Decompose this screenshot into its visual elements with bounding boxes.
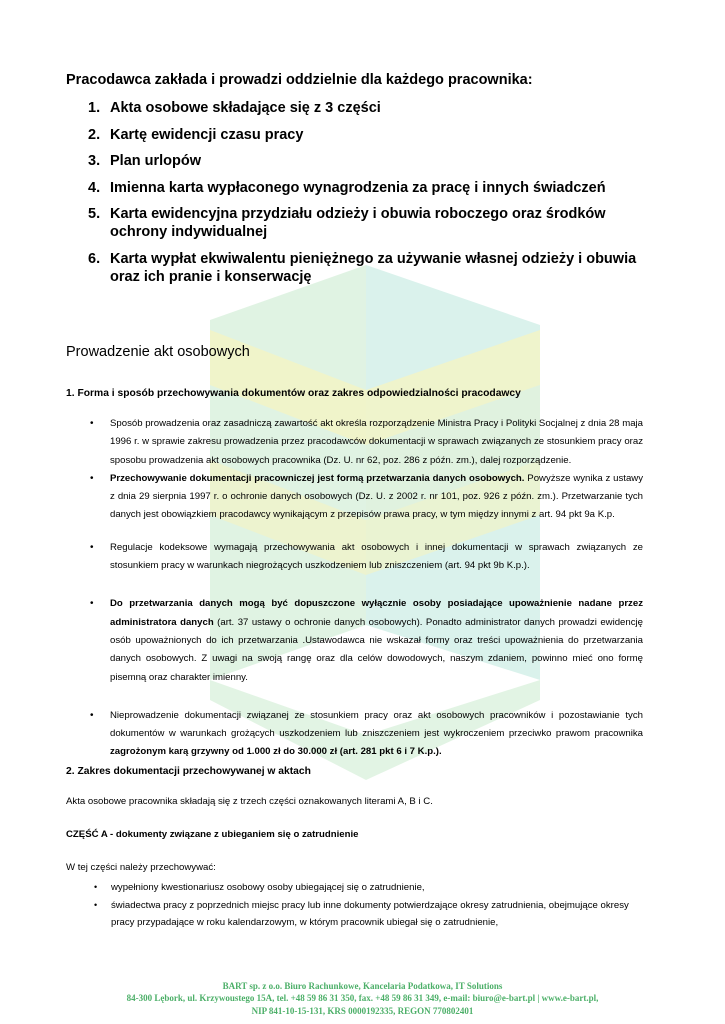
main-heading: Pracodawca zakłada i prowadzi oddzielnie dla każdego pracownika: [66,72,533,88]
list-item: • świadectwa pracy z poprzednich miejsc pracy lub inne dokumenty potwierdzające okresy zatrudnienia, obejmujące okresy pracy przypadające w roku kalendarzowym, w którym pracownik ubiegał się o zatrudnienie, [94,897,654,932]
employee-records-list [88,99,648,294]
subsection-title-1: 1. Forma i sposób przechowywania dokumentów oraz zakres odpowiedzialności pracodawcy [66,388,521,399]
list-item: 2. Kartę ewidencji czasu pracy [88,126,304,143]
footer-address: 84-300 Lębork, ul. Krzywoustego 15A, tel. +48 59 86 31 350, fax. +48 59 86 31 349, e-mail: biuro@e-bart.pl | www.e-bart.pl, [126,993,599,1004]
footer-registry: NIP 841-10-15-131, KRS 0000192335, REGON 770802401 [251,1005,474,1016]
documents-list [94,879,654,932]
list-item: • wypełniony kwestionariusz osobowy osoby ubiegającej się o zatrudnienie, [94,879,654,897]
bullet-item: • Przechowywanie dokumentacji pracowniczej jest formą przetwarzania danych osobowych. Powyższe wynika z ustawy z dnia 29 sierpnia 1997 r. o ochronie danych osobowych (Dz. U. z 2002 r. nr 101, poz. 926 z późn. zm.). Przetwarzanie tych danych jest obowiązkiem pracodawcy wynikającym z przepisów prawa pracy, w tym między innymi z art. 94 pkt 9a K.p. [90,470,643,525]
subsection-title-3: CZĘŚĆ A - dokumenty związane z ubieganiem się o zatrudnienie [66,829,359,840]
footer-company: BART sp. z o.o. Biuro Rachunkowe, Kancelaria Podatkowa, IT Solutions [222,981,503,991]
subsection-title-2: 2. Zakres dokumentacji przechowywanej w aktach [66,766,311,777]
list-item: 6. Karta wypłat ekwiwalentu pieniężnego za używanie własnej odzieży i obuwia oraz ich pranie i konserwację [88,250,637,285]
list-item: 5. Karta ewidencyjna przydziału odzieży i obuwia roboczego oraz środków ochrony indywidualnej [88,206,606,240]
paragraph-akta: Akta osobowe pracownika składają się z trzech części oznakowanych literami A, B i C. [66,796,433,807]
bullet-item: • Do przetwarzania danych mogą być dopuszczone wyłącznie osoby posiadające upoważnienie nadane przez administratora danych (art. 37 ustawy o ochronie danych osobowych). Ponadto administrator danych prowadzi ewidencję osób upoważnionych do ich przetwarzania .Ustawodawca nie wskazał formy oraz treści upoważnienia do przetwarzania danych osobowych. Z uwagi na swoją rangę oraz dla celów dowodowych, naszym zdaniem, powinno mieć ono formę pisemną oraz charakter imienny. [90,595,643,686]
bullet-item: • Nieprowadzenie dokumentacji związanej ze stosunkiem pracy oraz akt osobowych pracowników i pozostawianie tych dokumentów w warunkach grożących uszkodzeniem lub zniszczeniem jest wykroczeniem przeciwko prawom pracownika zagrożonym karą grzywny od 1.000 zł do 30.000 zł (art. 281 pkt 6 i 7 K.p.). [90,707,643,762]
list-item: 4. Imienna karta wypłaconego wynagrodzenia za pracę i innych świadczeń [88,179,606,196]
paragraph-store: W tej części należy przechowywać: [66,862,216,873]
bullet-list [90,415,643,762]
section-title: Prowadzenie akt osobowych [66,344,250,360]
bullet-item: • Regulacje kodeksowe wymagają przechowywania akt osobowych i innej dokumentacji w sprawach związanych ze stosunkiem pracy w warunkach niegrożących uszkodzeniem lub zniszczeniem (art. 94 pkt 9b K.p.). [90,539,643,576]
list-item: 1. Akta osobowe składające się z 3 części [88,100,381,116]
bullet-item: • Sposób prowadzenia oraz zasadniczą zawartość akt określa rozporządzenie Ministra Pracy i Polityki Socjalnej z dnia 28 maja 1996 r. w sprawie zakresu prowadzenia przez pracodawców dokumentacji w sprawach związanych ze stosunkiem pracy oraz sposobu prowadzenia akt osobowych pracownika (Dz. U. nr 62, poz. 286 z późn. zm.), dalej rozporządzenie. [90,415,643,470]
page-footer [0,980,725,1017]
list-item: 3. Plan urlopów [88,153,202,169]
